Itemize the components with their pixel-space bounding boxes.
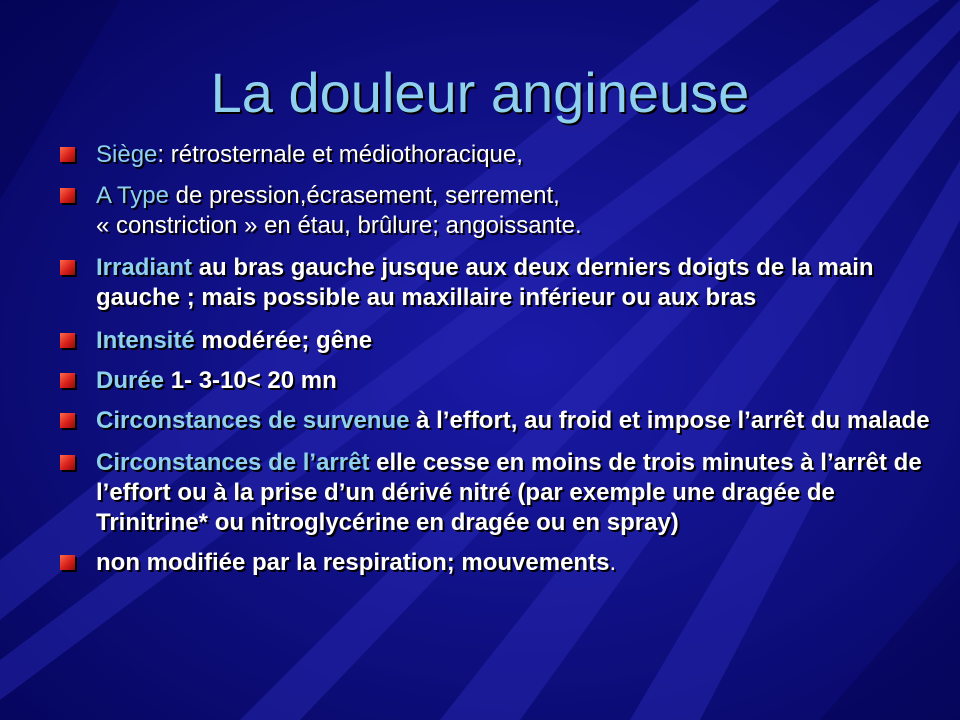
bullet-text: au bras gauche jusque aux deux derniers doigts de la main gauche ; mais possible au maxillaire inférieur ou aux bras bbox=[96, 254, 874, 311]
bullet-item-type bbox=[60, 181, 940, 241]
bullet-label: Irradiant bbox=[96, 254, 193, 281]
square-bullet-icon bbox=[60, 373, 75, 388]
bullet-text: : rétrosternale et médiothoracique, bbox=[157, 141, 523, 168]
square-bullet-icon bbox=[60, 413, 75, 428]
bullet-label: A Type bbox=[96, 182, 169, 209]
bullet-label: Circonstances de l’arrêt bbox=[96, 449, 370, 476]
bullet-list bbox=[60, 140, 940, 578]
square-bullet-icon bbox=[60, 188, 75, 203]
bullet-label: Intensité bbox=[96, 327, 195, 354]
bullet-item-respiration bbox=[60, 548, 940, 578]
square-bullet-icon bbox=[60, 333, 75, 348]
bullet-text: 1- 3-10< 20 mn bbox=[164, 367, 337, 394]
bullet-label: Durée bbox=[96, 367, 165, 394]
slide-title: La douleur angineuse bbox=[210, 61, 750, 124]
bullet-label: Siège bbox=[96, 141, 158, 168]
square-bullet-icon bbox=[60, 455, 75, 470]
bullet-item-arret bbox=[60, 448, 940, 538]
bullet-text: elle cesse bbox=[369, 449, 497, 476]
square-bullet-icon bbox=[60, 147, 75, 162]
bullet-text: de pression,écrasement, serrement, bbox=[168, 182, 560, 209]
bullet-text-line2: « constriction » en étau, brûlure; angoissante. bbox=[96, 212, 582, 239]
bullet-label: Circonstances de survenue bbox=[96, 407, 410, 434]
square-bullet-icon bbox=[60, 555, 75, 570]
bullet-item-irradiant bbox=[60, 253, 940, 313]
bullet-text: à l’effort, au froid et impose l’arrêt du malade bbox=[409, 407, 930, 434]
bullet-item-survenue bbox=[60, 406, 940, 436]
bullet-period: . bbox=[609, 549, 617, 576]
bullet-text: non modifiée par la respiration; mouvements bbox=[96, 549, 610, 576]
bullet-item-siege bbox=[60, 140, 940, 170]
square-bullet-icon bbox=[60, 260, 75, 275]
bullet-emphasis: en moins de trois minutes bbox=[496, 449, 794, 476]
bullet-text: modérée; gêne bbox=[194, 327, 373, 354]
bullet-item-intensite bbox=[60, 326, 940, 356]
bullet-item-duree bbox=[60, 366, 940, 396]
bullet-text-continued: à l’arrêt de l’effort ou à la prise d’un dérivé nitré (par exemple une dragée de Trinitrine* ou nitroglycérine en dragée ou en spray) bbox=[96, 449, 922, 536]
